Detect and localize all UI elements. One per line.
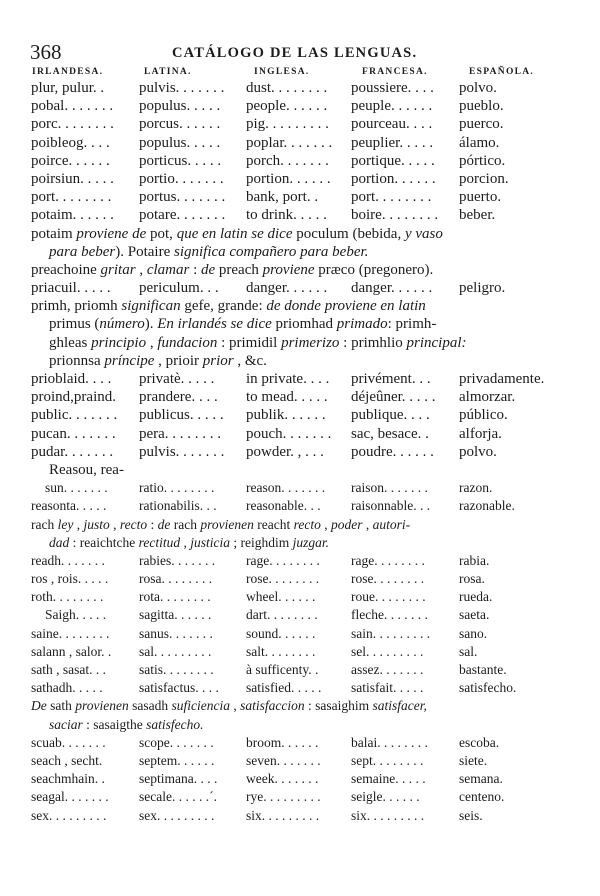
cell-latin: ratio. . . . . . . . [139, 480, 215, 496]
vocabulary-row [31, 570, 576, 588]
roman-text: , [109, 516, 120, 532]
cell-spanish: razon. [459, 480, 493, 496]
cell-irish: prioblaid. . . . [31, 371, 112, 387]
cell-irish: plur, pulur. . [31, 80, 105, 96]
roman-text: : sasaigthe [82, 716, 147, 732]
cell-spanish: porcion. [459, 170, 509, 187]
cell-latin: rota. . . . . . . . [139, 589, 211, 605]
roman-text: sasadh [132, 698, 172, 714]
cell-french: sel. . . . . . . . . [351, 643, 424, 659]
cell-latin: rationabilis. . . [139, 498, 217, 514]
cell-spanish: rabia. [459, 552, 490, 568]
cell-english: six. . . . . . . . . [246, 807, 320, 823]
roman-text: : primhlio [339, 334, 407, 351]
vocabulary-row [31, 115, 576, 133]
cell-english: danger. . . . . . [246, 280, 328, 297]
cell-french: danger. . . . . . [351, 280, 433, 297]
roman-text: , [146, 334, 158, 351]
cell-irish: reasonta. . . . . [31, 498, 107, 514]
cell-irish: seach , secht. [31, 752, 103, 768]
vocabulary-row [31, 770, 576, 788]
cell-french: balai. . . . . . . . [351, 734, 428, 750]
roman-text: : [147, 516, 158, 532]
cell-spanish: pueblo. [459, 98, 504, 115]
roman-text: reacht [257, 516, 294, 532]
cell-irish: scuab. . . . . . . [31, 734, 106, 750]
italic-text: de [200, 261, 219, 278]
cell-spanish: seis. [459, 807, 483, 823]
cell-french: sain. . . . . . . . . [351, 625, 431, 641]
italic-text: De [31, 698, 51, 714]
cell-spanish: semana. [459, 771, 503, 787]
roman-text: Reasou, rea- [49, 461, 124, 478]
vocabulary-row [31, 643, 576, 661]
vocabulary-row [31, 170, 576, 188]
vocabulary-row [31, 552, 576, 570]
roman-text: ). [144, 316, 158, 333]
cell-irish: public. . . . . . . [31, 407, 118, 424]
cell-latin: scope. . . . . . . [139, 734, 214, 750]
cell-english: poplar. . . . . . . [246, 134, 333, 151]
vocabulary-row [31, 425, 576, 443]
cell-english: bank, port. . [246, 189, 319, 206]
note-continuation-line [31, 534, 576, 552]
roman-text: , [229, 698, 241, 714]
cell-french: portique. . . . . [351, 152, 435, 169]
cell-irish: salann , salor. . [31, 643, 112, 659]
cell-latin: secale. . . . . .´. [139, 789, 217, 805]
roman-text: ghleas [49, 334, 92, 351]
roman-text: : [189, 261, 201, 278]
column-header-espanola: ESPAÑOLA. [469, 67, 535, 77]
italic-text: juzgar. [292, 534, 329, 550]
cell-irish: port. . . . . . . . [31, 189, 112, 206]
cell-latin: porticus. . . . . [139, 152, 222, 169]
roman-text: prionnsa [49, 352, 105, 369]
cell-spanish: centeno. [459, 789, 505, 805]
cell-french: semaine. . . . . [351, 771, 426, 787]
italic-text: de donde proviene en latin [266, 298, 426, 315]
roman-text: : primidil [217, 334, 282, 351]
cell-irish: readh. . . . . . . [31, 552, 105, 568]
cell-french: rose. . . . . . . . [351, 571, 425, 587]
cell-spanish: polvo. [459, 443, 497, 460]
vocabulary-row [31, 734, 576, 752]
cell-english: reasonable. . . [246, 498, 321, 514]
column-header-irlandesa: IRLANDESA. [32, 67, 104, 77]
cell-french: roue. . . . . . . . [351, 589, 426, 605]
vocabulary-row [31, 679, 576, 697]
italic-text: satisfaccion [240, 698, 305, 714]
vocabulary-row [31, 134, 576, 152]
roman-text: primus ( [49, 316, 100, 333]
italic-text: significa compañero para beber. [173, 243, 369, 260]
italic-text: recto [293, 516, 321, 532]
italic-text: justo [83, 516, 110, 532]
etymology-note-line [31, 225, 576, 243]
italic-text: número [99, 316, 145, 333]
cell-english: in private. . . . [246, 371, 330, 387]
roman-text: primh, priomh [31, 298, 122, 315]
italic-text: recto [119, 516, 148, 532]
cell-irish: ros , rois. . . . . [31, 571, 109, 587]
cell-latin: sex. . . . . . . . . [139, 807, 215, 823]
note-continuation-line [31, 334, 576, 352]
cell-spanish: privadamente. [459, 371, 545, 387]
roman-text: ). Potaire [115, 243, 174, 260]
italic-text: poder [330, 516, 363, 532]
cell-spanish: rueda. [459, 589, 493, 605]
cell-latin: portus. . . . . . . [139, 189, 226, 206]
cell-spanish: pórtico. [459, 152, 506, 169]
cell-french: six. . . . . . . . . [351, 807, 425, 823]
cell-latin: publicus. . . . . [139, 407, 224, 424]
italic-text: saciar [49, 716, 83, 732]
italic-text: provienen [75, 698, 133, 714]
cell-english: reason. . . . . . . [246, 480, 326, 496]
cell-english: week. . . . . . . [246, 771, 319, 787]
cell-english: publik. . . . . . [246, 407, 326, 424]
italic-text: fundacion [157, 334, 218, 351]
cell-french: satisfait. . . . . [351, 680, 424, 696]
cell-spanish: puerco. [459, 116, 504, 133]
roman-text: sath [50, 698, 76, 714]
cell-english: dart. . . . . . . . [246, 607, 318, 623]
running-head [30, 40, 570, 64]
roman-text: rach [173, 516, 201, 532]
cell-spanish: puerto. [459, 189, 502, 206]
cell-french: sac, besace. . [351, 425, 429, 442]
cell-irish: seachmhain. . [31, 771, 105, 787]
italic-text: proviene de [76, 225, 151, 242]
vocabulary-row [31, 206, 576, 224]
cell-spanish: saeta. [459, 607, 490, 623]
cell-spanish: almorzar. [459, 389, 516, 406]
cell-irish: sun. . . . . . . [45, 480, 108, 496]
cell-french: poussiere. . . . [351, 80, 434, 96]
cell-latin: porcus. . . . . . [139, 116, 221, 133]
column-header-latina: LATINA. [144, 67, 192, 77]
roman-text: , [135, 261, 147, 278]
cell-english: wheel. . . . . . [246, 589, 316, 605]
roman-text: potaim [31, 225, 77, 242]
roman-text: , [320, 516, 331, 532]
cell-spanish: sal. [459, 643, 478, 659]
italic-text: ley [57, 516, 74, 532]
note-continuation-line [31, 243, 576, 261]
etymology-note-line [31, 697, 576, 715]
roman-text: preachoine [31, 261, 101, 278]
column-header-francesa: FRANCESA. [362, 67, 428, 77]
cell-spanish: álamo. [459, 134, 500, 151]
cell-french: port. . . . . . . . [351, 189, 432, 206]
cell-irish: Saigh. . . . . [45, 607, 107, 623]
cell-irish: poirsiun. . . . . [31, 170, 114, 187]
cell-english: dust. . . . . . . . [246, 80, 328, 96]
cell-irish: priacuil. . . . . [31, 280, 111, 297]
roman-text: priomhad [275, 316, 337, 333]
cell-french: boire. . . . . . . . [351, 207, 439, 224]
italic-text: significan [121, 298, 185, 315]
cell-latin: periculum. . . [139, 280, 219, 297]
italic-text: de [157, 516, 174, 532]
cell-irish: poirce. . . . . . [31, 152, 110, 169]
cell-english: broom. . . . . . [246, 734, 319, 750]
cell-english: people. . . . . . [246, 98, 328, 115]
roman-text: , [73, 516, 84, 532]
cell-spanish: público. [459, 407, 508, 424]
cell-spanish: peligro. [459, 280, 506, 297]
cell-spanish: alforja. [459, 425, 502, 442]
roman-text: rach [31, 516, 58, 532]
cell-latin: populus. . . . . [139, 134, 221, 151]
vocabulary-row [31, 406, 576, 424]
italic-text: primerizo [281, 334, 340, 351]
cell-latin: populus. . . . . [139, 98, 221, 115]
cell-english: pouch. . . . . . . [246, 425, 332, 442]
italic-text: primado [336, 316, 388, 333]
cell-irish: pucan. . . . . . . [31, 425, 116, 442]
italic-text: príncipe [104, 352, 155, 369]
roman-text: , &c. [233, 352, 267, 369]
cell-latin: privatè. . . . . [139, 371, 215, 387]
page-number: 368 [30, 40, 62, 64]
cell-english: sound. . . . . . [246, 625, 316, 641]
cell-latin: septem. . . . . . [139, 752, 215, 768]
cell-latin: portio. . . . . . . [139, 170, 224, 187]
cell-spanish: satisfecho. [459, 680, 517, 696]
roman-text: , [362, 516, 373, 532]
cell-latin: rosa. . . . . . . . [139, 571, 213, 587]
cell-english: rye. . . . . . . . . [246, 789, 321, 805]
vocabulary-row [31, 370, 576, 388]
cell-french: pourceau. . . . [351, 116, 433, 133]
italic-text: satisfacer, [372, 698, 427, 714]
cell-spanish: beber. [459, 207, 496, 224]
vocabulary-row [31, 625, 576, 643]
italic-text: principio [91, 334, 147, 351]
vocabulary-row [31, 752, 576, 770]
italic-text: proviene [262, 261, 319, 278]
vocabulary-row [31, 188, 576, 206]
italic-text: satisfecho. [146, 716, 204, 732]
cell-french: déjeûner. . . . . [351, 389, 436, 406]
cell-spanish: polvo. [459, 80, 497, 96]
italic-text: justicia [190, 534, 230, 550]
vocabulary-row [31, 661, 576, 679]
cell-spanish: siete. [459, 752, 488, 768]
column-header-inglesa: INGLESA. [254, 67, 310, 77]
cell-english: pig. . . . . . . . . [246, 116, 329, 133]
note-continuation-line [31, 352, 576, 370]
cell-spanish: escoba. [459, 734, 500, 750]
cell-french: privément. . . [351, 371, 431, 387]
cell-latin: pulvis. . . . . . . [139, 443, 225, 460]
cell-latin: septimana. . . . [139, 771, 218, 787]
cell-irish: poibleog. . . . [31, 134, 110, 151]
roman-text: : primh- [387, 316, 437, 333]
cell-french: publique. . . . [351, 407, 430, 424]
cell-french: sept. . . . . . . . [351, 752, 424, 768]
etymology-note-line [31, 261, 576, 279]
cell-french: raison. . . . . . . [351, 480, 428, 496]
vocabulary-row [31, 79, 576, 97]
etymology-note-line [31, 297, 576, 315]
cell-english: à sufficenty. . [246, 662, 319, 677]
italic-text: rectitud [138, 534, 181, 550]
cell-french: portion. . . . . . [351, 170, 436, 187]
roman-text: preach [218, 261, 263, 278]
cell-irish: potaim. . . . . . [31, 207, 114, 224]
cell-english: porch. . . . . . . [246, 152, 329, 169]
cell-french: peuple. . . . . . [351, 98, 433, 115]
vocabulary-row [31, 588, 576, 606]
italic-text: que en latin se dice [176, 225, 297, 242]
roman-text: pot, [150, 225, 177, 242]
vocabulary-row [31, 388, 576, 406]
cell-english: satisfied. . . . . [246, 680, 322, 696]
cell-english: rage. . . . . . . . [246, 552, 320, 568]
running-title: CATÁLOGO DE LAS LENGUAS. [172, 45, 418, 61]
cell-latin: prandere. . . . [139, 389, 218, 406]
note-continuation-line [31, 716, 576, 734]
cell-english: powder. , . . . [246, 443, 324, 460]
italic-text: para beber [49, 243, 116, 260]
cell-irish: porc. . . . . . . . [31, 116, 114, 133]
italic-text: autori- [372, 516, 411, 532]
cell-french: peuplier. . . . . [351, 134, 434, 151]
cell-english: rose. . . . . . . . [246, 571, 320, 587]
vocabulary-row [31, 606, 576, 624]
cell-latin: sal. . . . . . . . . [139, 643, 212, 659]
cell-english: to mead. . . . . [246, 389, 328, 406]
italic-text: clamar [146, 261, 190, 278]
cell-latin: satisfactus. . . . [139, 680, 219, 696]
italic-text: dad [49, 534, 70, 550]
vocabulary-row [31, 479, 576, 497]
roman-text: gefe, grande: [184, 298, 267, 315]
vocabulary-row [31, 807, 576, 825]
cell-latin: pera. . . . . . . . [139, 425, 222, 442]
cell-irish: pobal. . . . . . . [31, 98, 114, 115]
cell-spanish: bastante. [459, 662, 507, 677]
vocabulary-row [31, 152, 576, 170]
cell-irish: pudar. . . . . . . [31, 443, 114, 460]
cell-english: salt. . . . . . . . [246, 643, 316, 659]
vocabulary-row [31, 443, 576, 461]
cell-spanish: razonable. [459, 498, 515, 514]
cell-spanish: sano. [459, 625, 488, 641]
vocabulary-row [31, 97, 576, 115]
etymology-note-line [31, 516, 576, 534]
cell-french: seigle. . . . . . [351, 789, 420, 805]
italic-text: suficiencia [171, 698, 230, 714]
cell-irish: sathadh. . . . . [31, 680, 103, 696]
cell-spanish: rosa. [459, 571, 485, 587]
roman-text: præco (pregonero). [318, 261, 434, 278]
roman-text: , prioir [154, 352, 203, 369]
roman-text: poculum (bebida [296, 225, 398, 242]
cell-irish: sex. . . . . . . . . [31, 807, 107, 823]
cell-irish: sath , sasat. . . [31, 662, 106, 677]
cell-french: poudre. . . . . . [351, 443, 434, 460]
vocabulary-row [31, 279, 576, 297]
cell-irish: saine. . . . . . . . [31, 625, 110, 641]
cell-latin: rabies. . . . . . . [139, 552, 216, 568]
cell-english: to drink. . . . . [246, 207, 327, 224]
cell-latin: potare. . . . . . . [139, 207, 226, 224]
cell-latin: satis. . . . . . . . [139, 662, 214, 677]
cell-latin: pulvis. . . . . . . [139, 80, 225, 96]
cell-french: fleche. . . . . . . [351, 607, 428, 623]
italic-text: , y vaso [397, 225, 443, 242]
note-continuation-line [31, 461, 576, 479]
roman-text: , [180, 534, 191, 550]
cell-french: assez. . . . . . . [351, 662, 424, 677]
vocabulary-table [31, 79, 576, 825]
vocabulary-row [31, 497, 576, 515]
cell-latin: sagitta. . . . . . [139, 607, 212, 623]
cell-latin: sanus. . . . . . . [139, 625, 213, 641]
roman-text: : sasaighim [304, 698, 373, 714]
italic-text: prior [202, 352, 234, 369]
cell-english: portion. . . . . . [246, 170, 331, 187]
italic-text: principal: [406, 334, 467, 351]
cell-english: seven. . . . . . . [246, 752, 321, 768]
cell-french: rage. . . . . . . . [351, 552, 425, 568]
italic-text: gritar [100, 261, 136, 278]
note-continuation-line [31, 315, 576, 333]
italic-text: provienen [200, 516, 258, 532]
italic-text: En irlandés se dice [157, 316, 276, 333]
roman-text: ; reighdim [229, 534, 293, 550]
cell-irish: roth. . . . . . . . [31, 589, 104, 605]
cell-irish: seagal. . . . . . . [31, 789, 109, 805]
vocabulary-row [31, 788, 576, 806]
cell-irish: proind,praind. [31, 389, 116, 406]
roman-text: : reaichtche [69, 534, 139, 550]
cell-french: raisonnable. . . [351, 498, 431, 514]
